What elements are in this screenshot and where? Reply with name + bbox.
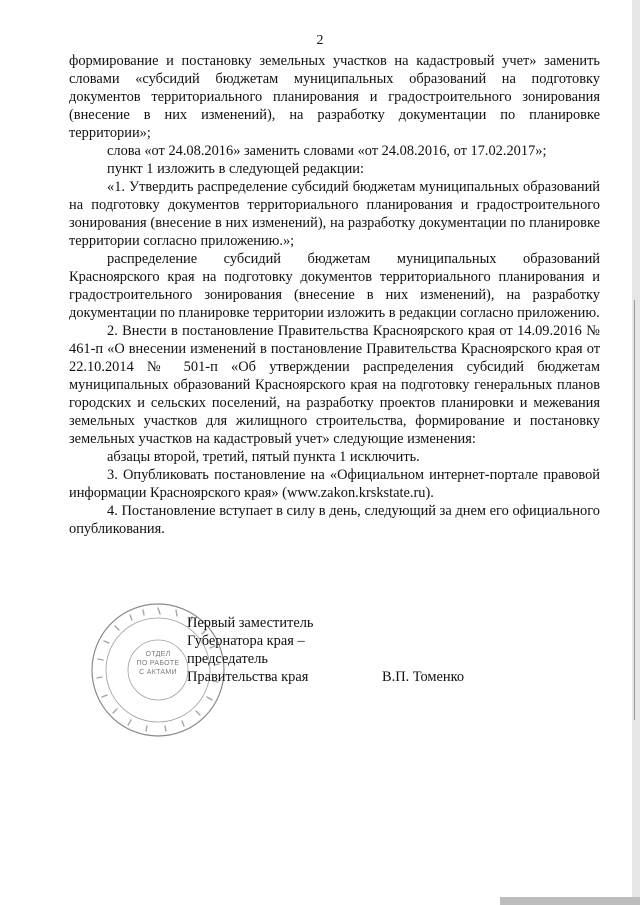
stamp-inner-text [128,650,188,677]
paragraph-5: распределение субсидий бюджетам муниципальных образований Красноярского края на подготовку документов территориального планирования и градостроительного зонирования (внесение в них изменений), на разработку документации по планировке территории изложить в редакции согласно приложению. [69,251,600,321]
signatory-title [187,614,357,686]
scan-edge-bottom [500,897,640,905]
stamp-line-2: ПО РАБОТЕ [136,660,180,667]
document-body [69,52,600,538]
stamp-line-3: С АКТАМИ [139,669,177,676]
paragraph-4: «1. Утвердить распределение субсидий бюджетам муниципальных образований на подготовку документов территориального планирования и градостроительного зонирования (внесение в них изменений), на разработку документации по планировке территории согласно приложению.»; [69,179,600,249]
signatory-title-line-1: Первый заместитель [187,615,314,631]
paragraph-3: пункт 1 изложить в следующей редакции: [107,161,364,177]
page-number: 2 [316,33,324,48]
signatory-title-line-4: Правительства края [187,669,309,685]
paragraph-7: абзацы второй, третий, пятый пункта 1 исключить. [107,449,420,465]
signatory-name: В.П. Томенко [382,669,465,685]
paragraph-6: 2. Внести в постановление Правительства Красноярского края от 14.09.2016 № 461-п «О внесении изменений в постановление Правительства Красноярского края от 22.10.2014 № 501-п «Об утверждении распределения субсидий бюджетам муниципальных образований Красноярского края на подготовку генеральных планов городских и сельских поселений, на разработку проектов планировки и межевания земельных участков для жилищного строительства, формирование и постановку земельных участков на кадастровый учет» следующие изменения: [69,323,600,447]
signatory-title-line-3: председатель [187,651,268,667]
scan-edge-line [634,300,635,720]
stamp-line-1: ОТДЕЛ [145,651,171,658]
paragraph-2: слова «от 24.08.2016» заменить словами «от 24.08.2016, от 17.02.2017»; [107,143,547,159]
paragraph-8: 3. Опубликовать постановление на «Официальном интернет-портале правовой информации Красноярского края» (www.zakon.krskstate.ru). [69,467,600,501]
signatory-title-line-2: Губернатора края – [187,633,305,649]
paragraph-9: 4. Постановление вступает в силу в день, следующий за днем его официального опубликования. [69,503,600,537]
paragraph-1: формирование и постановку земельных участков на кадастровый учет» заменить словами «субсидий бюджетам муниципальных образований на подготовку документов территориального планирования и градостроительного зонирования (внесение в них изменений), на разработку документации по планировке территории»; [69,53,600,141]
